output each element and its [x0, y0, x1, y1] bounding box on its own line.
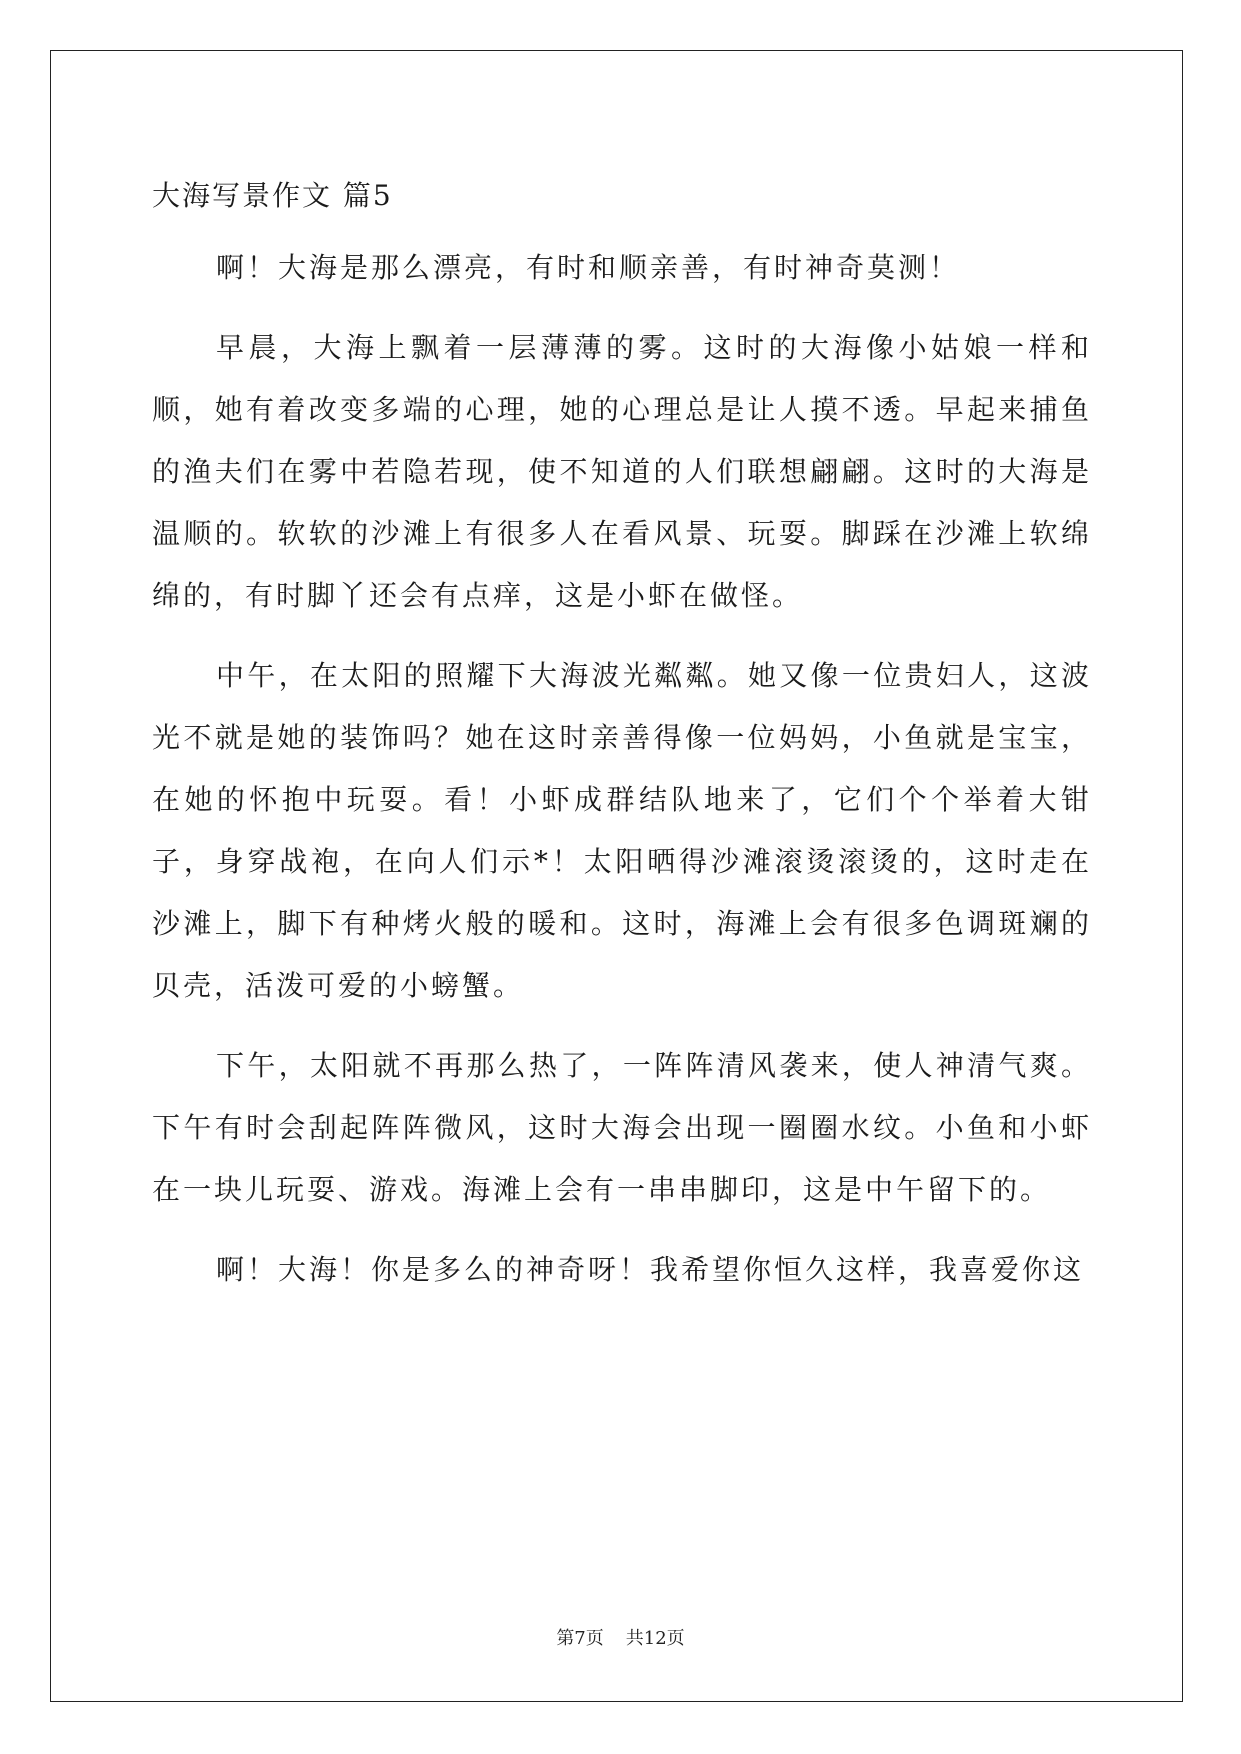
current-page-label: 第7页 — [556, 1628, 604, 1649]
paragraph: 啊！大海是那么漂亮，有时和顺亲善，有时神奇莫测！ — [216, 251, 961, 284]
document-body — [152, 168, 1092, 1310]
total-pages-label: 共12页 — [625, 1628, 685, 1649]
paragraph: 下午，太阳就不再那么热了，一阵阵清风袭来，使人神清气爽。下午有时会刮起阵阵微风，这时大海会出现一圈圈水纹。小鱼和小虾在一块儿玩耍、游戏。海滩上会有一串串脚印，这是中午留下的。 — [152, 1049, 1092, 1206]
paragraph: 中午，在太阳的照耀下大海波光粼粼。她又像一位贵妇人，这波光不就是她的装饰吗？她在这时亲善得像一位妈妈，小鱼就是宝宝，在她的怀抱中玩耍。看！小虾成群结队地来了，它们个个举着大钳子，身穿战袍，在向人们示*！太阳晒得沙滩滚烫滚烫的，这时走在沙滩上，脚下有种烤火般的暖和。这时，海滩上会有很多色调斑斓的贝壳，活泼可爱的小螃蟹。 — [152, 659, 1092, 1002]
page-footer — [0, 1624, 1241, 1650]
paragraph: 早晨，大海上飘着一层薄薄的雾。这时的大海像小姑娘一样和顺，她有着改变多端的心理，她的心理总是让人摸不透。早起来捕鱼的渔夫们在雾中若隐若现，使不知道的人们联想翩翩。这时的大海是温顺的。软软的沙滩上有很多人在看风景、玩耍。脚踩在沙滩上软绵绵的，有时脚丫还会有点痒，这是小虾在做怪。 — [152, 331, 1092, 612]
paragraph: 啊！大海！你是多么的神奇呀！我希望你恒久这样，我喜爱你这 — [216, 1253, 1085, 1286]
document-title: 大海写景作文 篇5 — [152, 179, 393, 212]
